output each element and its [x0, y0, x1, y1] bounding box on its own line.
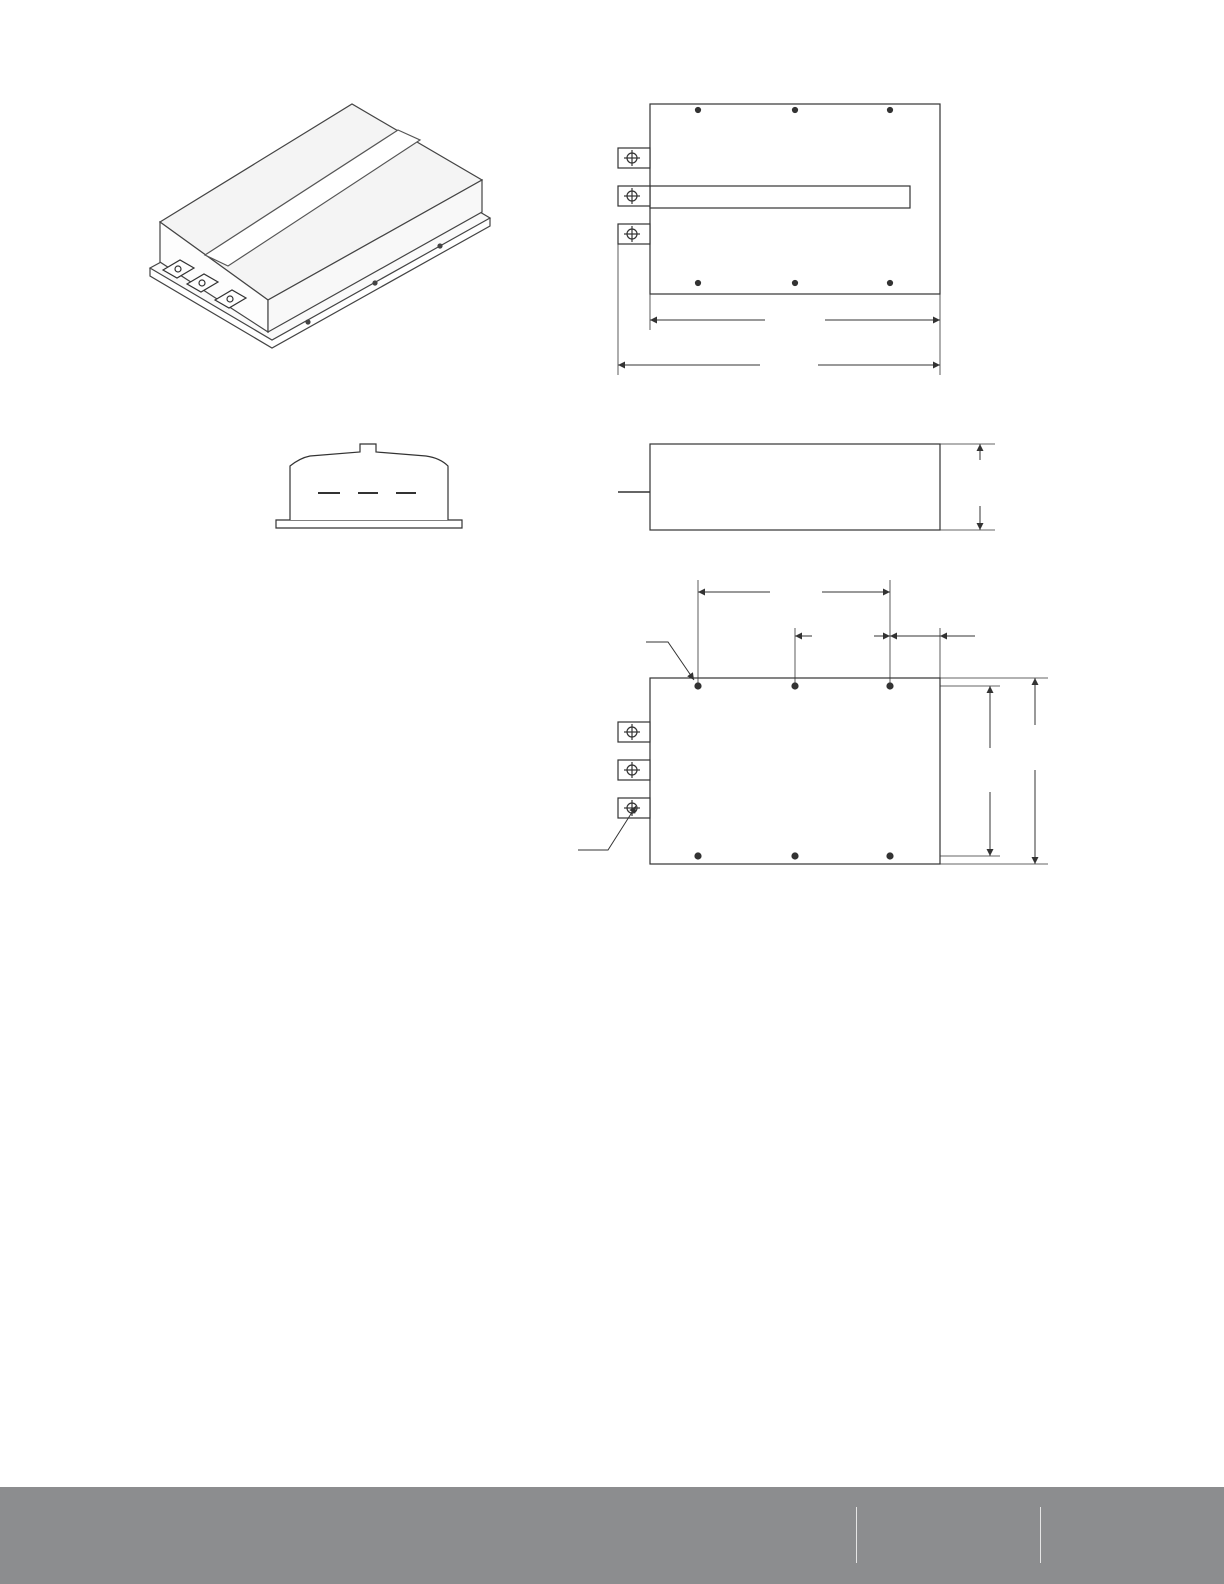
bottom-view-terminals — [618, 722, 650, 818]
top-view — [618, 104, 940, 375]
logo-divider — [856, 1507, 857, 1563]
footer — [0, 1487, 1224, 1584]
contact-line — [30, 1543, 90, 1558]
bottom-view — [578, 580, 1048, 864]
end-view — [276, 444, 462, 528]
side-view — [618, 444, 995, 530]
application-notes — [152, 605, 482, 608]
logo-divider — [1040, 1507, 1041, 1563]
top-view-terminals — [618, 148, 650, 244]
isometric-view — [150, 104, 490, 348]
